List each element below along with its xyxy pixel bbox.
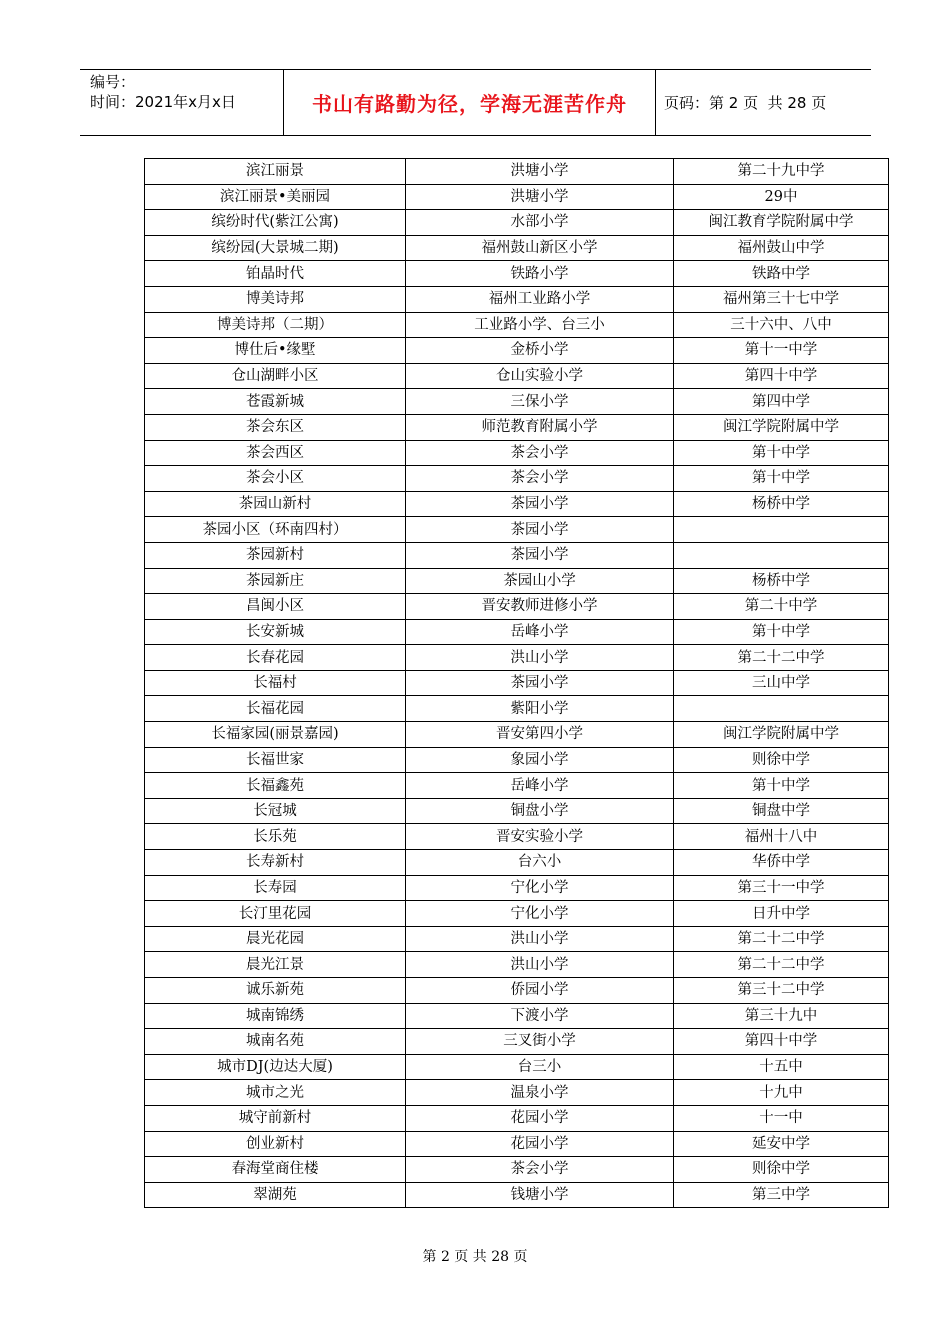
primary-school-cell: 茶园小学: [406, 670, 674, 696]
middle-school-cell: 第二十二中学: [674, 645, 889, 671]
primary-school-cell: 宁化小学: [406, 901, 674, 927]
primary-school-cell: 洪塘小学: [406, 184, 674, 210]
residential-area-cell: 博美诗邦（二期）: [145, 312, 406, 338]
table-row: [145, 312, 889, 338]
residential-area-cell: 茶园新庄: [145, 568, 406, 594]
table-row: [145, 1131, 889, 1157]
table-row: [145, 747, 889, 773]
page-footer: 第 2 页 共 28 页: [422, 1249, 528, 1265]
middle-school-cell: 十五中: [674, 1054, 889, 1080]
table-row: [145, 619, 889, 645]
table-row: [145, 338, 889, 364]
residential-area-cell: 创业新村: [145, 1131, 406, 1157]
middle-school-cell: 第二十九中学: [674, 159, 889, 185]
table-row: [145, 235, 889, 261]
table-row: [145, 901, 889, 927]
table-row: [145, 1157, 889, 1183]
middle-school-cell: 第二十二中学: [674, 926, 889, 952]
number-label: 编号：: [90, 73, 136, 91]
middle-school-cell: 第十中学: [674, 466, 889, 492]
primary-school-cell: 宁化小学: [406, 875, 674, 901]
residential-area-cell: 长福村: [145, 670, 406, 696]
middle-school-cell: 则徐中学: [674, 747, 889, 773]
table-row: [145, 1029, 889, 1055]
school-district-table: [144, 158, 889, 1208]
residential-area-cell: 茶园小区（环南四村）: [145, 517, 406, 543]
primary-school-cell: 温泉小学: [406, 1080, 674, 1106]
table-row: [145, 670, 889, 696]
middle-school-cell: 第十中学: [674, 619, 889, 645]
table-row: [145, 261, 889, 287]
header-meta: [80, 70, 283, 135]
middle-school-cell: 十九中: [674, 1080, 889, 1106]
residential-area-cell: 长福鑫苑: [145, 773, 406, 799]
residential-area-cell: 晨光花园: [145, 926, 406, 952]
primary-school-cell: 福州工业路小学: [406, 286, 674, 312]
primary-school-cell: 洪山小学: [406, 952, 674, 978]
middle-school-cell: 三十六中、八中: [674, 312, 889, 338]
table-row: [145, 414, 889, 440]
table-row: [145, 1182, 889, 1208]
table-body: [145, 159, 889, 1208]
primary-school-cell: 水部小学: [406, 210, 674, 236]
middle-school-cell: 第二十二中学: [674, 952, 889, 978]
middle-school-cell: 日升中学: [674, 901, 889, 927]
primary-school-cell: 下渡小学: [406, 1003, 674, 1029]
primary-school-cell: 三叉街小学: [406, 1029, 674, 1055]
primary-school-cell: 岳峰小学: [406, 619, 674, 645]
header-motto: 书山有路勤为径，学海无涯苦作舟: [283, 70, 656, 135]
residential-area-cell: 城守前新村: [145, 1105, 406, 1131]
middle-school-cell: 延安中学: [674, 1131, 889, 1157]
residential-area-cell: 茶园山新村: [145, 491, 406, 517]
primary-school-cell: 茶园小学: [406, 491, 674, 517]
primary-school-cell: 师范教育附属小学: [406, 414, 674, 440]
middle-school-cell: 第三中学: [674, 1182, 889, 1208]
primary-school-cell: 三保小学: [406, 389, 674, 415]
middle-school-cell: 第三十九中: [674, 1003, 889, 1029]
middle-school-cell: 杨桥中学: [674, 491, 889, 517]
primary-school-cell: 茶园小学: [406, 517, 674, 543]
middle-school-cell: 十一中: [674, 1105, 889, 1131]
residential-area-cell: 缤纷时代(紫江公寓): [145, 210, 406, 236]
page-header: [80, 69, 871, 136]
middle-school-cell: 第二十中学: [674, 594, 889, 620]
residential-area-cell: 滨江丽景: [145, 159, 406, 185]
table-row: [145, 363, 889, 389]
primary-school-cell: 福州鼓山新区小学: [406, 235, 674, 261]
middle-school-cell: 三山中学: [674, 670, 889, 696]
middle-school-cell: 第四十中学: [674, 1029, 889, 1055]
middle-school-cell: 29中: [674, 184, 889, 210]
residential-area-cell: 长安新城: [145, 619, 406, 645]
residential-area-cell: 长汀里花园: [145, 901, 406, 927]
table-row: [145, 798, 889, 824]
primary-school-cell: 侨园小学: [406, 978, 674, 1004]
primary-school-cell: 茶园小学: [406, 542, 674, 568]
table-row: [145, 824, 889, 850]
residential-area-cell: 城市DJ(边达大厦): [145, 1054, 406, 1080]
primary-school-cell: 茶园山小学: [406, 568, 674, 594]
primary-school-cell: 晋安教师进修小学: [406, 594, 674, 620]
table-row: [145, 440, 889, 466]
table-row: [145, 696, 889, 722]
primary-school-cell: 铜盘小学: [406, 798, 674, 824]
residential-area-cell: 仓山湖畔小区: [145, 363, 406, 389]
primary-school-cell: 紫阳小学: [406, 696, 674, 722]
primary-school-cell: 工业路小学、台三小: [406, 312, 674, 338]
residential-area-cell: 晨光江景: [145, 952, 406, 978]
residential-area-cell: 茶园新村: [145, 542, 406, 568]
residential-area-cell: 城市之光: [145, 1080, 406, 1106]
residential-area-cell: 长福家园(丽景嘉园): [145, 722, 406, 748]
middle-school-cell: 铜盘中学: [674, 798, 889, 824]
middle-school-cell: [674, 696, 889, 722]
table-row: [145, 517, 889, 543]
middle-school-cell: 福州十八中: [674, 824, 889, 850]
table-row: [145, 491, 889, 517]
table-row: [145, 1054, 889, 1080]
residential-area-cell: 长福世家: [145, 747, 406, 773]
primary-school-cell: 金桥小学: [406, 338, 674, 364]
residential-area-cell: 茶会小区: [145, 466, 406, 492]
middle-school-cell: 华侨中学: [674, 850, 889, 876]
residential-area-cell: 城南名苑: [145, 1029, 406, 1055]
middle-school-cell: 第三十一中学: [674, 875, 889, 901]
residential-area-cell: 滨江丽景•美丽园: [145, 184, 406, 210]
table-row: [145, 466, 889, 492]
table-row: [145, 978, 889, 1004]
table-row: [145, 875, 889, 901]
primary-school-cell: 花园小学: [406, 1131, 674, 1157]
table-row: [145, 926, 889, 952]
middle-school-cell: 福州鼓山中学: [674, 235, 889, 261]
middle-school-cell: 福州第三十七中学: [674, 286, 889, 312]
table-row: [145, 952, 889, 978]
table-row: [145, 389, 889, 415]
primary-school-cell: 茶会小学: [406, 1157, 674, 1183]
table-row: [145, 1080, 889, 1106]
residential-area-cell: 长冠城: [145, 798, 406, 824]
residential-area-cell: 博美诗邦: [145, 286, 406, 312]
middle-school-cell: 第三十二中学: [674, 978, 889, 1004]
middle-school-cell: 闽江学院附属中学: [674, 414, 889, 440]
table-row: [145, 850, 889, 876]
residential-area-cell: 铂晶时代: [145, 261, 406, 287]
table-row: [145, 1105, 889, 1131]
table-row: [145, 286, 889, 312]
residential-area-cell: 城南锦绣: [145, 1003, 406, 1029]
primary-school-cell: 仓山实验小学: [406, 363, 674, 389]
residential-area-cell: 长寿新村: [145, 850, 406, 876]
page-info-text: 页码：第 2 页 共 28 页: [664, 94, 827, 112]
table-row: [145, 184, 889, 210]
table-row: [145, 594, 889, 620]
middle-school-cell: 则徐中学: [674, 1157, 889, 1183]
residential-area-cell: 长福花园: [145, 696, 406, 722]
middle-school-cell: [674, 517, 889, 543]
middle-school-cell: 杨桥中学: [674, 568, 889, 594]
middle-school-cell: [674, 542, 889, 568]
table-row: [145, 1003, 889, 1029]
primary-school-cell: 洪山小学: [406, 926, 674, 952]
middle-school-cell: 第十中学: [674, 773, 889, 799]
residential-area-cell: 昌闽小区: [145, 594, 406, 620]
residential-area-cell: 缤纷园(大景城二期): [145, 235, 406, 261]
residential-area-cell: 长寿园: [145, 875, 406, 901]
middle-school-cell: 第四中学: [674, 389, 889, 415]
primary-school-cell: 铁路小学: [406, 261, 674, 287]
middle-school-cell: 第十一中学: [674, 338, 889, 364]
primary-school-cell: 象园小学: [406, 747, 674, 773]
residential-area-cell: 长乐苑: [145, 824, 406, 850]
table-row: [145, 159, 889, 185]
table-row: [145, 210, 889, 236]
middle-school-cell: 闽江教育学院附属中学: [674, 210, 889, 236]
primary-school-cell: 台三小: [406, 1054, 674, 1080]
primary-school-cell: 洪塘小学: [406, 159, 674, 185]
primary-school-cell: 茶会小学: [406, 466, 674, 492]
primary-school-cell: 茶会小学: [406, 440, 674, 466]
residential-area-cell: 翠湖苑: [145, 1182, 406, 1208]
residential-area-cell: 茶会东区: [145, 414, 406, 440]
primary-school-cell: 台六小: [406, 850, 674, 876]
middle-school-cell: 闽江学院附属中学: [674, 722, 889, 748]
middle-school-cell: 第十中学: [674, 440, 889, 466]
table-row: [145, 542, 889, 568]
table-row: [145, 568, 889, 594]
primary-school-cell: 岳峰小学: [406, 773, 674, 799]
table-row: [145, 773, 889, 799]
table-row: [145, 722, 889, 748]
table-row: [145, 645, 889, 671]
primary-school-cell: 晋安第四小学: [406, 722, 674, 748]
primary-school-cell: 钱塘小学: [406, 1182, 674, 1208]
residential-area-cell: 博仕后•缘墅: [145, 338, 406, 364]
residential-area-cell: 茶会西区: [145, 440, 406, 466]
primary-school-cell: 花园小学: [406, 1105, 674, 1131]
middle-school-cell: 铁路中学: [674, 261, 889, 287]
header-page-info: [656, 70, 871, 135]
residential-area-cell: 春海堂商住楼: [145, 1157, 406, 1183]
middle-school-cell: 第四十中学: [674, 363, 889, 389]
residential-area-cell: 诚乐新苑: [145, 978, 406, 1004]
primary-school-cell: 洪山小学: [406, 645, 674, 671]
date-label: 时间：2021年x月x日: [90, 93, 236, 111]
residential-area-cell: 长春花园: [145, 645, 406, 671]
primary-school-cell: 晋安实验小学: [406, 824, 674, 850]
residential-area-cell: 苍霞新城: [145, 389, 406, 415]
